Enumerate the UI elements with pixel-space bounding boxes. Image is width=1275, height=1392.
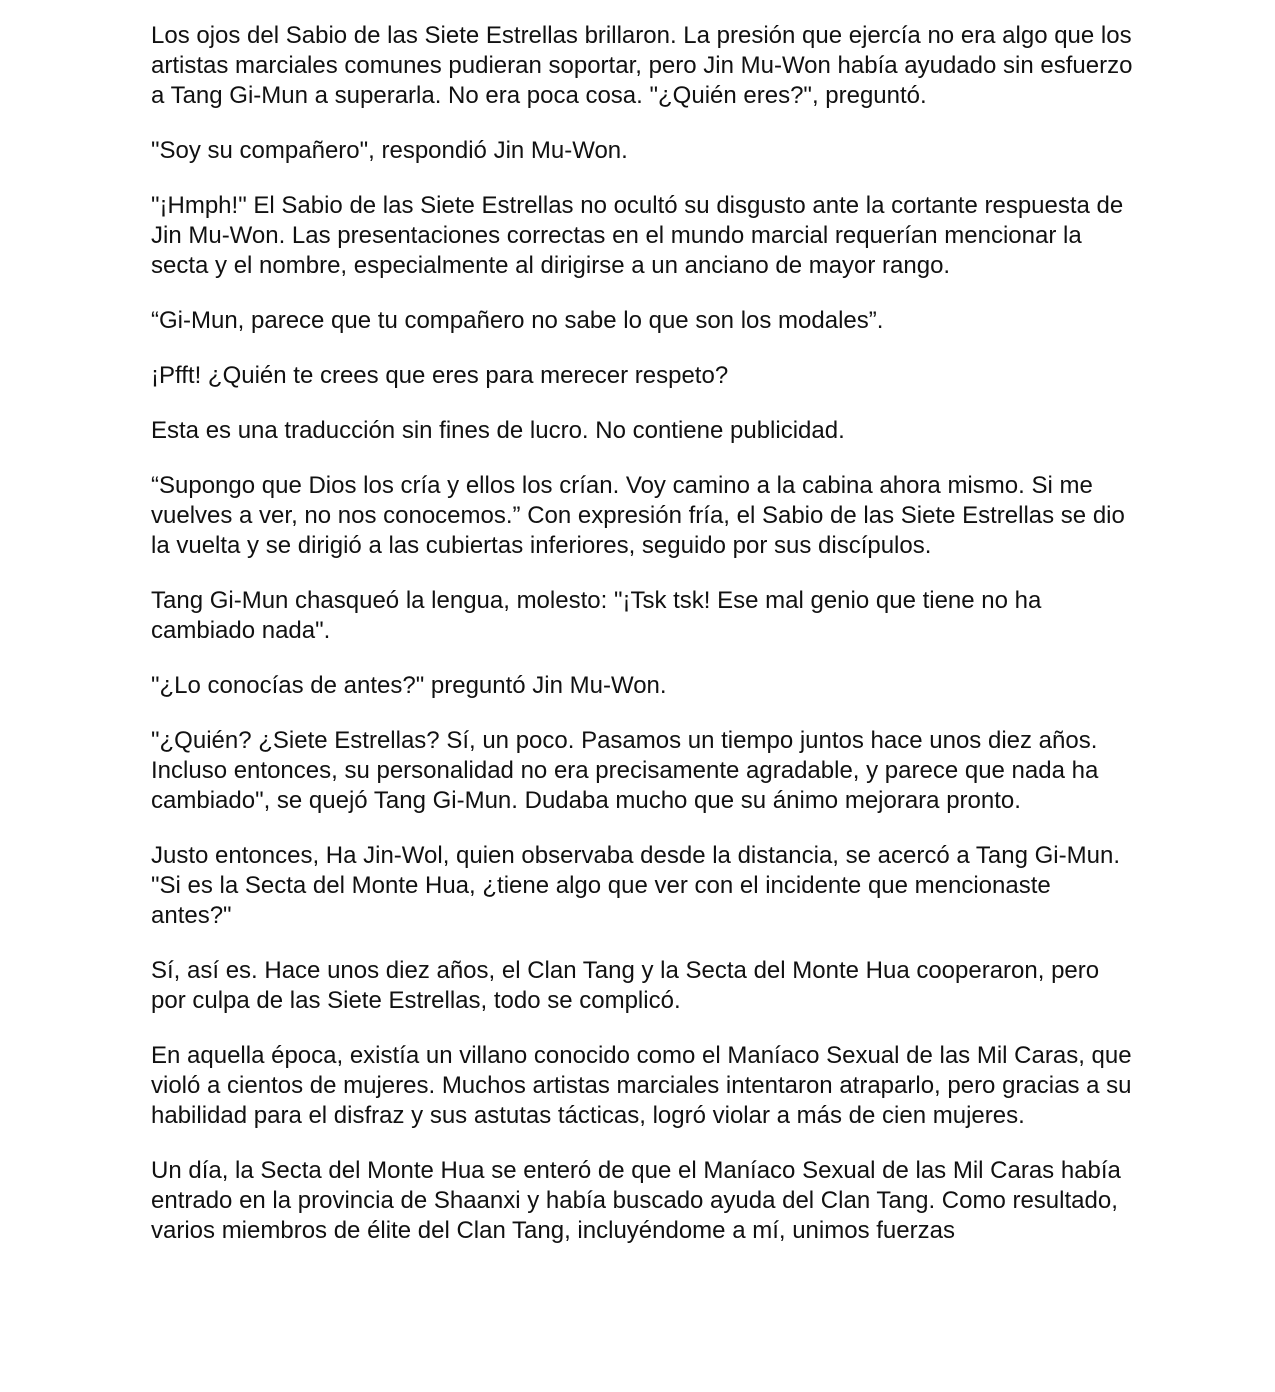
paragraph-2: "Soy su compañero", respondió Jin Mu-Won. bbox=[151, 137, 628, 164]
paragraph-10: "¿Quién? ¿Siete Estrellas? Sí, un poco. Pasamos un tiempo juntos hace unos diez años. Incluso entonces, su personalidad no era precisamente agradable, y parece que nada ha cambiado", se quejó Tang Gi-Mun. Dudaba mucho que su ánimo mejorara pronto. bbox=[151, 727, 1099, 814]
paragraph-14: Un día, la Secta del Monte Hua se enteró de que el Maníaco Sexual de las Mil Caras había entrado en la provincia de Shaanxi y había buscado ayuda del Clan Tang. Como resultado, varios miembros de élite del Clan Tang, incluyéndome a mí, unimos fuerzas bbox=[151, 1157, 1121, 1244]
document-page bbox=[151, 21, 1136, 1271]
paragraph-5: ¡Pfft! ¿Quién te crees que eres para merecer respeto? bbox=[151, 362, 729, 389]
paragraph-6: Esta es una traducción sin fines de lucro. No contiene publicidad. bbox=[151, 417, 845, 444]
paragraph-7: “Supongo que Dios los cría y ellos los crían. Voy camino a la cabina ahora mismo. Si me vuelves a ver, no nos conocemos.” Con expresión fría, el Sabio de las Siete Estrellas se dio la vuelta y se dirigió a las cubiertas inferiores, seguido por sus discípulos. bbox=[151, 472, 1125, 559]
paragraph-4: “Gi-Mun, parece que tu compañero no sabe lo que son los modales”. bbox=[151, 307, 884, 334]
paragraph-1: Los ojos del Sabio de las Siete Estrellas brillaron. La presión que ejercía no era algo que los artistas marciales comunes pudieran soportar, pero Jin Mu-Won había ayudado sin esfuerzo a Tang Gi-Mun a superarla. No era poca cosa. "¿Quién eres?", preguntó. bbox=[151, 22, 1133, 109]
paragraph-12: Sí, así es. Hace unos diez años, el Clan Tang y la Secta del Monte Hua cooperaron, pero por culpa de las Siete Estrellas, todo se complicó. bbox=[151, 957, 1100, 1014]
paragraph-13: En aquella época, existía un villano conocido como el Maníaco Sexual de las Mil Caras, que violó a cientos de mujeres. Muchos artistas marciales intentaron atraparlo, pero gracias a su habilidad para el disfraz y sus astutas tácticas, logró violar a más de cien mujeres. bbox=[151, 1042, 1132, 1129]
paragraph-8: Tang Gi-Mun chasqueó la lengua, molesto: "¡Tsk tsk! Ese mal genio que tiene no ha cambiado nada". bbox=[151, 587, 1042, 644]
paragraph-11: Justo entonces, Ha Jin-Wol, quien observaba desde la distancia, se acercó a Tang Gi-Mun. "Si es la Secta del Monte Hua, ¿tiene algo que ver con el incidente que mencionaste antes?" bbox=[151, 842, 1120, 929]
paragraph-3: "¡Hmph!" El Sabio de las Siete Estrellas no ocultó su disgusto ante la cortante respuesta de Jin Mu-Won. Las presentaciones correctas en el mundo marcial requerían mencionar la secta y el nombre, especialmente al dirigirse a un anciano de mayor rango. bbox=[151, 192, 1124, 279]
paragraph-9: "¿Lo conocías de antes?" preguntó Jin Mu-Won. bbox=[151, 672, 667, 699]
